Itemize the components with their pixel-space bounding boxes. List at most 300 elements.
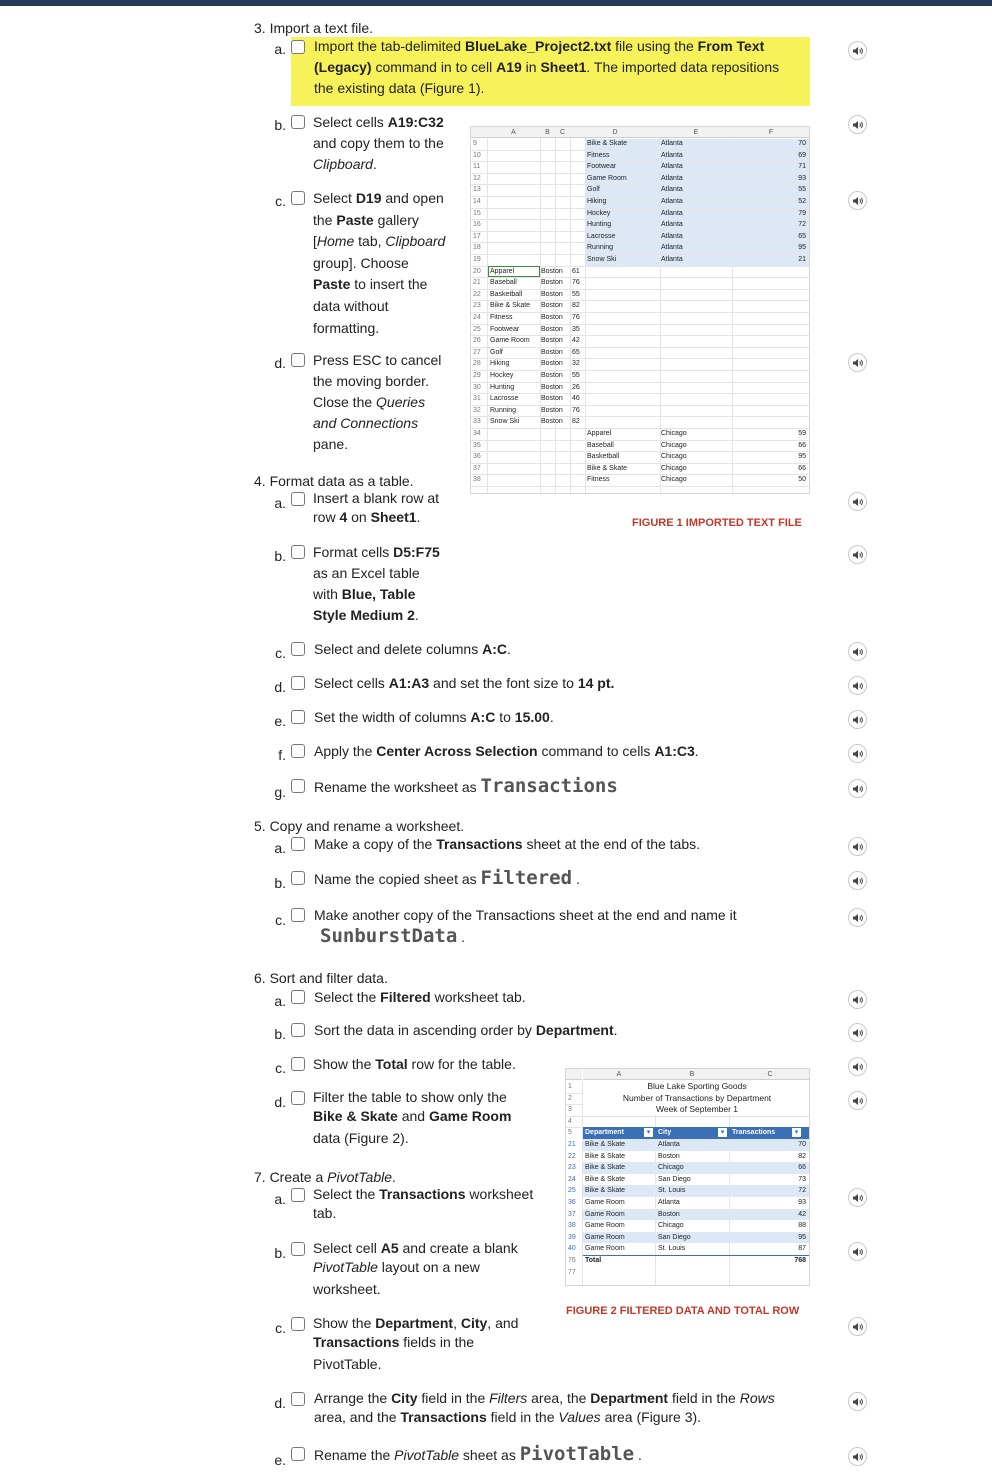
speaker-icon bbox=[852, 1193, 864, 1203]
row-number: 18 bbox=[473, 244, 481, 252]
column-header: A bbox=[487, 127, 540, 138]
cell-transactions: 61 bbox=[572, 267, 580, 275]
step-checkbox[interactable] bbox=[291, 545, 305, 559]
row-number: 14 bbox=[473, 198, 481, 205]
audio-speaker-button[interactable] bbox=[848, 191, 867, 210]
column-header: A bbox=[583, 1069, 655, 1080]
cell-transactions: 65 bbox=[798, 232, 806, 240]
cell-city: Chicago bbox=[658, 1164, 684, 1172]
cell-department: Game Room bbox=[585, 1245, 625, 1253]
cell-department: Hockey bbox=[587, 209, 611, 217]
cell-transactions: 70 bbox=[798, 1141, 806, 1148]
audio-speaker-button[interactable] bbox=[848, 353, 867, 372]
step-letter: e. bbox=[274, 713, 286, 729]
cell-department: Game Room bbox=[490, 337, 530, 345]
step-checkbox[interactable] bbox=[291, 744, 305, 758]
row-number: 22 bbox=[568, 1152, 576, 1160]
cell-transactions: 76 bbox=[572, 314, 580, 321]
row-number: 11 bbox=[473, 163, 481, 171]
step-checkbox[interactable] bbox=[291, 353, 305, 367]
row-number: 24 bbox=[568, 1175, 576, 1183]
audio-speaker-button[interactable] bbox=[848, 1317, 867, 1336]
cell-city: San Diego bbox=[658, 1175, 691, 1183]
cell-department: Hunting bbox=[490, 383, 515, 391]
audio-speaker-button[interactable] bbox=[848, 642, 867, 661]
step-checkbox[interactable] bbox=[291, 990, 305, 1004]
audio-speaker-button[interactable] bbox=[848, 990, 867, 1009]
cell-department: Bike & Skate bbox=[587, 140, 628, 147]
cell-city: Boston bbox=[541, 348, 563, 356]
cell-transactions: 21 bbox=[798, 256, 806, 263]
cell-transactions: 55 bbox=[572, 372, 580, 379]
cell-transactions: 82 bbox=[572, 418, 580, 426]
speaker-icon bbox=[852, 46, 864, 56]
step-checkbox[interactable] bbox=[291, 1057, 305, 1071]
cell-department: Basketball bbox=[490, 290, 523, 298]
cell-department: Fitness bbox=[587, 151, 610, 159]
step-checkbox[interactable] bbox=[291, 191, 305, 205]
cell-department: Footwear bbox=[587, 163, 617, 171]
section-4-heading: 4. Format data as a table. bbox=[254, 473, 414, 489]
step-6a-text: Select the Filtered worksheet tab. bbox=[314, 989, 526, 1005]
row-number: 19 bbox=[473, 256, 481, 263]
cell-department: Lacrosse bbox=[587, 232, 616, 240]
speaker-icon bbox=[852, 1452, 864, 1462]
step-5b-text: Name the copied sheet as Filtered . bbox=[314, 867, 580, 889]
cell-transactions: 72 bbox=[798, 221, 806, 229]
figure-1-caption: FIGURE 1 IMPORTED TEXT FILE bbox=[632, 517, 802, 529]
row-number: 21 bbox=[473, 279, 481, 287]
grid-line bbox=[471, 486, 810, 487]
audio-speaker-button[interactable] bbox=[848, 744, 867, 763]
cell-transactions: 42 bbox=[572, 337, 580, 345]
row-number: 4 bbox=[568, 1117, 572, 1125]
speaker-icon bbox=[852, 358, 864, 368]
step-3c-text: Select D19 and open the Paste gallery [Home tab, Clipboard group]. Choose Paste to insert the data without formatting. bbox=[313, 190, 446, 336]
cell-department: Footwear bbox=[490, 325, 520, 333]
audio-speaker-button[interactable] bbox=[848, 710, 867, 729]
speaker-icon bbox=[852, 120, 864, 130]
cell-transactions: 55 bbox=[572, 290, 580, 298]
cell-department: Golf bbox=[490, 348, 503, 356]
cell-department: Hockey bbox=[490, 372, 514, 379]
cell-city: Atlanta bbox=[661, 198, 683, 205]
speaker-icon bbox=[852, 647, 864, 657]
cell-transactions: 73 bbox=[798, 1175, 806, 1183]
cell-transactions: 70 bbox=[798, 140, 806, 147]
step-checkbox[interactable] bbox=[291, 908, 305, 922]
audio-speaker-button[interactable] bbox=[848, 41, 867, 60]
cell-city: Boston bbox=[541, 383, 563, 391]
cell-city: Boston bbox=[541, 325, 563, 333]
cell-department: Baseball bbox=[490, 279, 517, 287]
cell-transactions: 66 bbox=[798, 464, 806, 472]
step-6b-text: Sort the data in ascending order by Department. bbox=[314, 1022, 618, 1038]
cell-city: Atlanta bbox=[661, 209, 683, 217]
cell-transactions: 72 bbox=[798, 1187, 806, 1195]
step-letter: a. bbox=[274, 993, 286, 1009]
cell-city: Chicago bbox=[658, 1222, 684, 1230]
audio-speaker-button[interactable] bbox=[848, 779, 867, 798]
audio-speaker-button[interactable] bbox=[848, 1091, 867, 1110]
section-6-heading: 6. Sort and filter data. bbox=[254, 970, 388, 986]
cell-transactions: 46 bbox=[572, 395, 580, 403]
row-number: 39 bbox=[568, 1233, 576, 1241]
corner-cell bbox=[471, 127, 487, 138]
speaker-icon bbox=[852, 876, 864, 886]
cell-transactions: 66 bbox=[798, 441, 806, 449]
step-3a-text: Import the tab-delimited BlueLake_Project2.txt file using the From Text (Legacy) command in to cell A19 in Sheet1. The imported data repositions the existing data (Figure 1). bbox=[314, 38, 780, 96]
speaker-icon bbox=[852, 913, 864, 923]
row-number: 13 bbox=[473, 186, 481, 194]
row-number: 15 bbox=[473, 209, 481, 217]
column-header: C bbox=[555, 127, 570, 138]
cell-transactions: 82 bbox=[572, 302, 580, 310]
step-letter: b. bbox=[274, 875, 286, 891]
speaker-icon bbox=[852, 995, 864, 1005]
audio-speaker-button[interactable] bbox=[848, 871, 867, 890]
step-letter: c. bbox=[275, 1320, 286, 1336]
audio-speaker-button[interactable] bbox=[848, 1057, 867, 1076]
step-checkbox[interactable] bbox=[291, 1447, 305, 1461]
cell-department: Game Room bbox=[585, 1199, 625, 1206]
cell-department: Baseball bbox=[587, 441, 614, 449]
section-7-heading: 7. Create a PivotTable. bbox=[254, 1169, 396, 1185]
cell-city: Chicago bbox=[661, 453, 687, 461]
header-city: City bbox=[658, 1129, 672, 1137]
step-7b-text: Select cell A5 and create a blank PivotTable layout on a new worksheet. bbox=[313, 1240, 518, 1297]
step-4g-text: Rename the worksheet as Transactions bbox=[314, 775, 618, 797]
step-letter: e. bbox=[274, 1452, 286, 1468]
speaker-icon bbox=[852, 1062, 864, 1072]
cell-city: Boston bbox=[541, 406, 563, 414]
step-checkbox[interactable] bbox=[291, 1242, 305, 1256]
top-bar bbox=[0, 0, 992, 6]
cell-department: Bike & Skate bbox=[585, 1152, 626, 1160]
row-number: 36 bbox=[473, 453, 481, 461]
row-number: 2 bbox=[568, 1094, 572, 1102]
cell-city: Atlanta bbox=[661, 244, 683, 252]
step-checkbox[interactable] bbox=[291, 1317, 305, 1331]
cell-city: San Diego bbox=[658, 1233, 691, 1241]
cell-city: Boston bbox=[541, 372, 563, 379]
audio-speaker-button[interactable] bbox=[848, 1447, 867, 1466]
section-3-heading: 3. Import a text file. bbox=[254, 20, 374, 36]
step-3d-text: Press ESC to cancel the moving border. Close the Queries and Connections pane. bbox=[313, 352, 442, 452]
speaker-icon bbox=[852, 784, 864, 794]
speaker-icon bbox=[852, 196, 864, 206]
step-checkbox[interactable] bbox=[291, 871, 305, 885]
step-4d-text: Select cells A1:A3 and set the font size to 14 pt. bbox=[314, 675, 615, 691]
row-number: 37 bbox=[568, 1210, 576, 1218]
audio-speaker-button[interactable] bbox=[848, 908, 867, 927]
cell-city: Chicago bbox=[661, 476, 687, 484]
cell-transactions: 76 bbox=[572, 279, 580, 287]
row-number: 40 bbox=[568, 1245, 576, 1253]
row-number: 3 bbox=[568, 1106, 572, 1114]
cell-department: Hunting bbox=[587, 221, 612, 229]
cell-department: Apparel bbox=[587, 430, 612, 437]
column-header: B bbox=[655, 1069, 729, 1080]
audio-speaker-button[interactable] bbox=[848, 545, 867, 564]
step-4b-text: Format cells D5:F75 as an Excel table with Blue, Table Style Medium 2. bbox=[313, 544, 440, 623]
cell-city: Boston bbox=[541, 314, 563, 321]
cell-department: Snow Ski bbox=[587, 256, 617, 263]
cell-department: Fitness bbox=[490, 314, 513, 321]
total-value: 768 bbox=[794, 1257, 806, 1264]
cell-city: Boston bbox=[541, 360, 563, 368]
speaker-icon bbox=[852, 842, 864, 852]
cell-city: St. Louis bbox=[658, 1245, 686, 1253]
audio-speaker-button[interactable] bbox=[848, 115, 867, 134]
step-letter: b. bbox=[274, 1245, 286, 1261]
cell-transactions: 69 bbox=[798, 151, 806, 159]
step-3b-text: Select cells A19:C32 and copy them to the Clipboard. bbox=[313, 114, 444, 172]
header-department: Department bbox=[585, 1129, 624, 1137]
step-letter: g. bbox=[274, 784, 286, 800]
speaker-icon bbox=[852, 1028, 864, 1038]
figure-1-spreadsheet bbox=[470, 126, 810, 494]
step-checkbox[interactable] bbox=[291, 779, 305, 793]
row-number: 35 bbox=[473, 441, 481, 449]
step-checkbox[interactable] bbox=[291, 40, 305, 54]
step-letter: c. bbox=[275, 1060, 286, 1076]
row-number: 25 bbox=[568, 1187, 576, 1195]
step-checkbox[interactable] bbox=[291, 1091, 305, 1105]
audio-speaker-button[interactable] bbox=[848, 1242, 867, 1261]
step-checkbox[interactable] bbox=[291, 642, 305, 656]
cell-transactions: 95 bbox=[798, 1233, 806, 1241]
cell-department: Basketball bbox=[587, 453, 620, 461]
cell-transactions: 32 bbox=[572, 360, 580, 368]
cell-transactions: 66 bbox=[798, 1164, 806, 1172]
row-number: 33 bbox=[473, 418, 481, 426]
cell-city: Atlanta bbox=[661, 174, 683, 182]
row-number: 10 bbox=[473, 151, 481, 159]
step-letter: c. bbox=[275, 912, 286, 928]
step-letter: c. bbox=[275, 193, 286, 209]
step-checkbox[interactable] bbox=[291, 1392, 305, 1406]
step-letter: f. bbox=[278, 747, 286, 763]
cell-department: Golf bbox=[587, 186, 600, 194]
cell-department: Fitness bbox=[587, 476, 610, 484]
step-5a-text: Make a copy of the Transactions sheet at the end of the tabs. bbox=[314, 836, 701, 852]
speaker-icon bbox=[852, 1397, 864, 1407]
row-number: 16 bbox=[473, 221, 481, 229]
title-cell: Blue Lake Sporting Goods bbox=[583, 1081, 810, 1092]
cell-city: Boston bbox=[541, 418, 563, 426]
cell-city: Atlanta bbox=[661, 186, 683, 194]
row-number: 36 bbox=[568, 1199, 576, 1206]
cell-transactions: 79 bbox=[798, 209, 806, 217]
cell-transactions: 95 bbox=[798, 244, 806, 252]
row-number: 23 bbox=[473, 302, 481, 310]
cell-city: Atlanta bbox=[658, 1199, 680, 1206]
cell-transactions: 87 bbox=[798, 1245, 806, 1253]
step-4f-text: Apply the Center Across Selection command to cells A1:C3. bbox=[314, 743, 699, 759]
speaker-icon bbox=[852, 1096, 864, 1106]
cell-transactions: 95 bbox=[798, 453, 806, 461]
filter-dropdown-icon: ▾ bbox=[718, 1128, 727, 1137]
step-letter: a. bbox=[274, 495, 286, 511]
cell-city: Atlanta bbox=[661, 140, 683, 147]
audio-speaker-button[interactable] bbox=[848, 1023, 867, 1042]
step-letter: b. bbox=[274, 1026, 286, 1042]
row-number: 28 bbox=[473, 360, 481, 368]
step-7e-text: Rename the PivotTable sheet as PivotTable . bbox=[314, 1443, 642, 1465]
cell-transactions: 35 bbox=[572, 325, 580, 333]
speaker-icon bbox=[852, 715, 864, 725]
cell-transactions: 55 bbox=[798, 186, 806, 194]
cell-city: Atlanta bbox=[661, 256, 683, 263]
cell-transactions: 50 bbox=[798, 476, 806, 484]
audio-speaker-button[interactable] bbox=[848, 676, 867, 695]
cell-city: Atlanta bbox=[658, 1141, 680, 1148]
figure-2-caption: FIGURE 2 FILTERED DATA AND TOTAL ROW bbox=[566, 1305, 800, 1317]
step-checkbox[interactable] bbox=[291, 837, 305, 851]
cell-transactions: 26 bbox=[572, 383, 580, 391]
row-number: 24 bbox=[473, 314, 481, 321]
column-header: B bbox=[540, 127, 555, 138]
row-number: 37 bbox=[473, 464, 481, 472]
cell-department: Bike & Skate bbox=[585, 1175, 626, 1183]
cell-department: Hiking bbox=[490, 360, 510, 368]
speaker-icon bbox=[852, 681, 864, 691]
grid-line bbox=[566, 1116, 810, 1117]
step-letter: b. bbox=[274, 548, 286, 564]
cell-transactions: 93 bbox=[798, 174, 806, 182]
cell-department: Game Room bbox=[585, 1233, 625, 1241]
cell-transactions: 88 bbox=[798, 1222, 806, 1230]
cell-city: Boston bbox=[541, 290, 563, 298]
cell-department: Bike & Skate bbox=[490, 302, 531, 310]
cell-city: Atlanta bbox=[661, 151, 683, 159]
step-letter: a. bbox=[274, 41, 286, 57]
step-letter: b. bbox=[274, 117, 286, 133]
cell-department: Game Room bbox=[585, 1210, 625, 1218]
row-number: 34 bbox=[473, 430, 481, 437]
audio-speaker-button[interactable] bbox=[848, 492, 867, 511]
cell-city: Boston bbox=[541, 302, 563, 310]
cell-transactions: 65 bbox=[572, 348, 580, 356]
cell-city: Boston bbox=[658, 1210, 680, 1218]
step-letter: d. bbox=[274, 355, 286, 371]
cell-city: Atlanta bbox=[661, 232, 683, 240]
cell-transactions: 82 bbox=[798, 1152, 806, 1160]
cell-city: Chicago bbox=[661, 441, 687, 449]
audio-speaker-button[interactable] bbox=[848, 1392, 867, 1411]
filter-dropdown-icon: ▾ bbox=[792, 1128, 801, 1137]
step-7c-text: Show the Department, City, and Transactions fields in the PivotTable. bbox=[313, 1315, 519, 1372]
grid-line bbox=[487, 138, 488, 494]
row-number: 22 bbox=[473, 290, 481, 298]
cell-department: Bike & Skate bbox=[585, 1187, 626, 1195]
grid-line bbox=[570, 138, 571, 494]
cell-city: Chicago bbox=[661, 430, 687, 437]
step-letter: d. bbox=[274, 1395, 286, 1411]
active-cell-border bbox=[488, 266, 540, 278]
step-6d-text: Filter the table to show only the Bike & Skate and Game Room data (Figure 2). bbox=[313, 1089, 512, 1146]
step-7a-text: Select the Transactions worksheet tab. bbox=[313, 1186, 534, 1221]
row-number: 23 bbox=[568, 1164, 576, 1172]
step-7d-text: Arrange the City field in the Filters area, the Department field in the Rows area, and the Transactions field in the Values area (Figure 3). bbox=[314, 1390, 775, 1425]
cell-transactions: 76 bbox=[572, 406, 580, 414]
step-5c-text: Make another copy of the Transactions sheet at the end and name it SunburstData . bbox=[314, 907, 737, 947]
step-checkbox[interactable] bbox=[291, 676, 305, 690]
header-transactions: Transactions bbox=[732, 1129, 776, 1137]
cell-department: Game Room bbox=[587, 174, 627, 182]
column-header: C bbox=[729, 1069, 810, 1080]
total-label: Total bbox=[585, 1257, 602, 1264]
cell-city: Chicago bbox=[661, 464, 687, 472]
cell-city: Boston bbox=[541, 279, 563, 287]
row-number: 21 bbox=[568, 1141, 576, 1148]
step-6c-text: Show the Total row for the table. bbox=[313, 1056, 516, 1072]
filter-dropdown-icon: ▾ bbox=[644, 1128, 653, 1137]
cell-department: Snow Ski bbox=[490, 418, 520, 426]
row-number: 9 bbox=[473, 140, 477, 147]
step-4a-text: Insert a blank row at row 4 on Sheet1. bbox=[313, 490, 440, 525]
figure-2-spreadsheet bbox=[565, 1068, 810, 1286]
step-4c-text: Select and delete columns A:C. bbox=[314, 641, 511, 657]
cell-city: Boston bbox=[541, 267, 563, 275]
step-4e-text: Set the width of columns A:C to 15.00. bbox=[314, 709, 554, 725]
step-letter: a. bbox=[274, 1191, 286, 1207]
row-number: 32 bbox=[473, 406, 481, 414]
cell-department: Bike & Skate bbox=[585, 1141, 626, 1148]
cell-transactions: 93 bbox=[798, 1199, 806, 1206]
step-checkbox[interactable] bbox=[291, 710, 305, 724]
title-cell: Number of Transactions by Department bbox=[583, 1093, 810, 1104]
cell-city: Boston bbox=[541, 395, 563, 403]
step-checkbox[interactable] bbox=[291, 492, 305, 506]
row-number: 29 bbox=[473, 372, 481, 379]
step-checkbox[interactable] bbox=[291, 115, 305, 129]
row-number: 31 bbox=[473, 395, 481, 403]
cell-transactions: 59 bbox=[798, 430, 806, 437]
cell-department: Hiking bbox=[587, 198, 607, 205]
audio-speaker-button[interactable] bbox=[848, 1188, 867, 1207]
row-number: 38 bbox=[568, 1222, 576, 1230]
cell-transactions: 52 bbox=[798, 198, 806, 205]
section-5-heading: 5. Copy and rename a worksheet. bbox=[254, 818, 465, 834]
row-number: 25 bbox=[473, 325, 481, 333]
cell-department: Game Room bbox=[585, 1222, 625, 1230]
step-letter: c. bbox=[275, 645, 286, 661]
row-number: 1 bbox=[568, 1083, 572, 1090]
speaker-icon bbox=[852, 550, 864, 560]
row-number: 12 bbox=[473, 174, 481, 182]
cell-city: Atlanta bbox=[661, 163, 683, 171]
cell-department: Running bbox=[490, 406, 517, 414]
cell-department: Bike & Skate bbox=[587, 464, 628, 472]
title-cell: Week of September 1 bbox=[583, 1104, 810, 1115]
step-letter: d. bbox=[274, 679, 286, 695]
step-checkbox[interactable] bbox=[291, 1188, 305, 1202]
row-number: 20 bbox=[473, 267, 481, 275]
step-letter: d. bbox=[274, 1094, 286, 1110]
step-checkbox[interactable] bbox=[291, 1023, 305, 1037]
cell-transactions: 71 bbox=[798, 163, 806, 171]
row-number: 5 bbox=[568, 1129, 572, 1137]
cell-department: Lacrosse bbox=[490, 395, 519, 403]
cell-department: Running bbox=[587, 244, 614, 252]
row-number: 30 bbox=[473, 383, 481, 391]
cell-department: Bike & Skate bbox=[585, 1164, 626, 1172]
cell-transactions: 42 bbox=[798, 1210, 806, 1218]
row-number: 26 bbox=[473, 337, 481, 345]
audio-speaker-button[interactable] bbox=[848, 837, 867, 856]
